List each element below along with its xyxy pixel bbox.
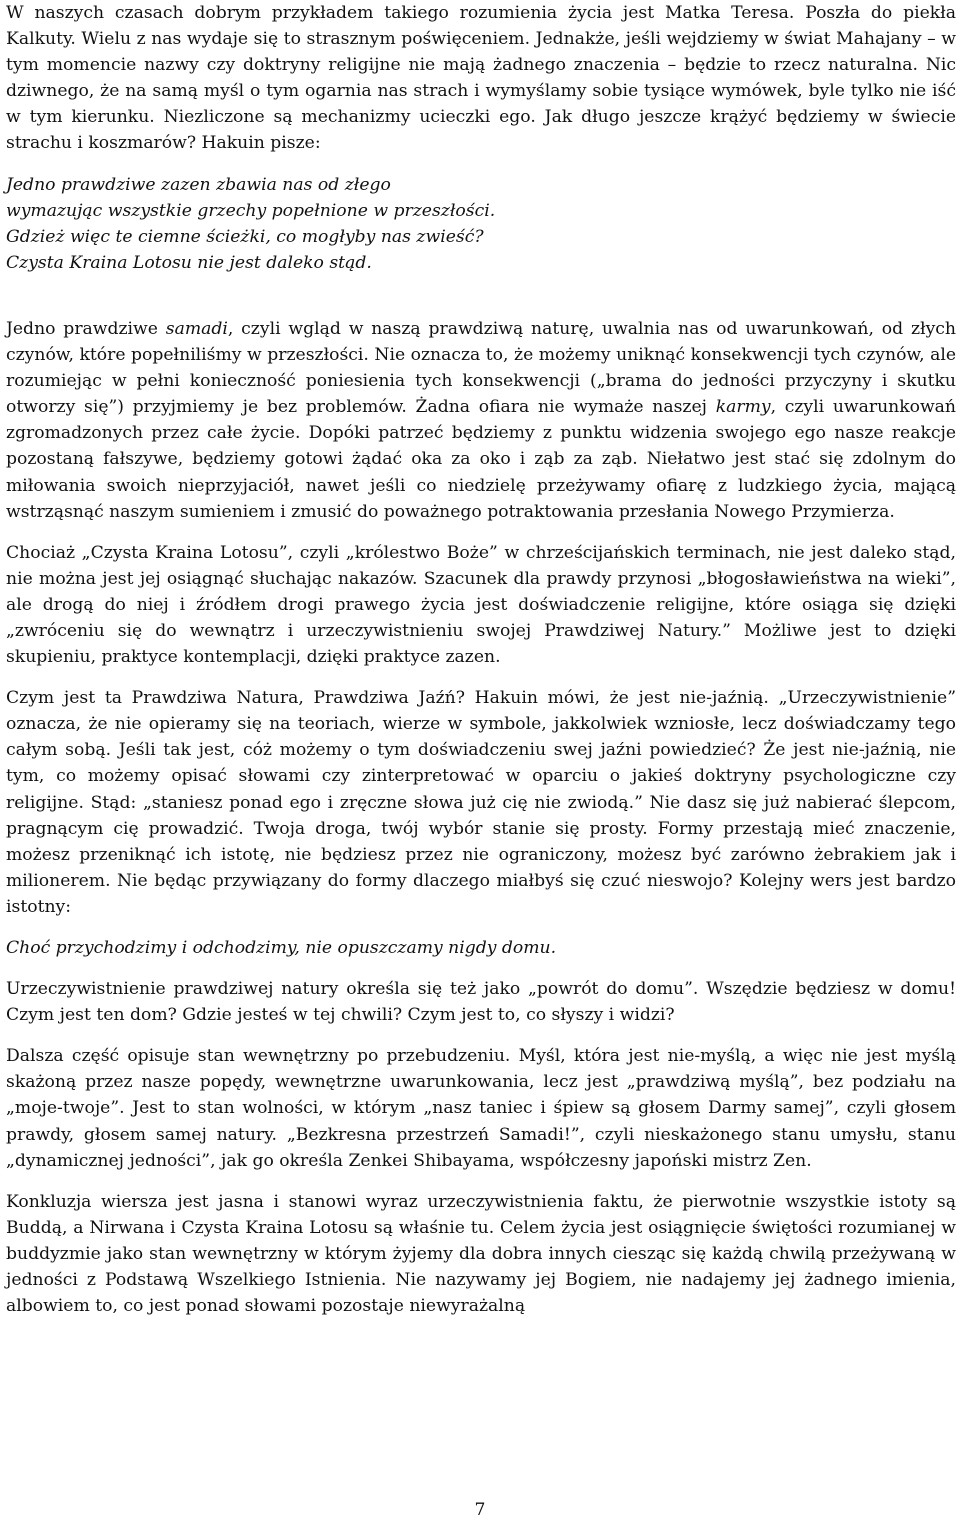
paragraph-true-nature: Czym jest ta Prawdziwa Natura, Prawdziwa Jaźń? Hakuin mówi, że jest nie-jaźnią. „Urzeczywistnienie” oznacza, że nie opieramy się na teoriach, wierze w symbole, jakkolwiek wzniosłe, lecz doświadczamy tego całym sobą. Jeśli tak jest, cóż możemy o tym doświadczeniu swej jaźni powiedzieć? Że jest nie-jaźnią, nie tym, co możemy opisać słowami czy zinterpretować w oparciu o jakieś doktryny psychologiczne czy religijne. Stąd: „staniesz ponad ego i zręczne słowa już cię nie zwiodą.” Nie dasz się już nabierać ślepcom, pragnącym cię prowadzić. Twoja droga, twój wybór stanie się prosty. Formy przestają mieć znaczenie, możesz przeniknąć ich istotę, nie będziesz przez nie ograniczony, możesz być zarówno żebrakiem jak i milionerem. Nie będąc przywiązany do formy dlaczego miałbyś się czuć nieswojo? Kolejny wers jest bardzo istotny:: [6, 688, 956, 917]
page-number: 7: [474, 1500, 486, 1520]
paragraph-return-home: Urzeczywistnienie prawdziwej natury określa się też jako „powrót do domu”. Wszędzie będziesz w domu! Czym jest ten dom? Gdzie jesteś w tej chwili? Czym jest to, co słyszy i widzi?: [6, 979, 956, 1026]
paragraph-pure-land: Chociaż „Czysta Kraina Lotosu”, czyli „królestwo Boże” w chrześcijańskich terminach, nie jest daleko stąd, nie można jest jej osiągnąć słuchając nakazów. Szacunek dla prawdy przynosi „błogosławieństwa na wieki”, ale drogą do niej i źródłem drogi prawego życia jest doświadczenie religijne, które osiąga się dzięki „zwróceniu się do wewnątrz i urzeczywistnieniu swojej Prawdziwej Natury.” Możliwe jest to dzięki skupieniu, praktyce kontemplacji, dzięki praktyce zazen.: [6, 542, 956, 668]
poem-line: Czysta Kraina Lotosu nie jest daleko stąd.: [6, 252, 372, 273]
paragraph-awakening: Dalsza część opisuje stan wewnętrzny po przebudzeniu. Myśl, która jest nie-myślą, a więc nie jest myślą skażoną przez nasze popędy, wewnętrzne uwarunkowania, lecz jest „prawdziwą myślą”, bez podziału na „moje-twoje”. Jest to stan wolności, w którym „nasz taniec i śpiew są głosem Darmy samej”, czyli głosem prawdy, głosem samej natury. „Bezkresna przestrzeń Samadi!”, czyli nieskażonego stanu umysłu, stanu „dynamicznej jedności”, jak go określa Zenkei Shibayama, współczesny japoński mistrz Zen.: [6, 1046, 956, 1171]
poem-line: Jedno prawdziwe zazen zbawia nas od złego: [6, 174, 391, 195]
verse-quote: Choć przychodzimy i odchodzimy, nie opuszczamy nigdy domu.: [6, 938, 557, 958]
emphasis-karmy: karmy: [715, 397, 771, 418]
poem-line: wymazując wszystkie grzechy popełnione w przeszłości.: [6, 200, 496, 221]
text-run: Jedno prawdziwe: [6, 318, 166, 339]
text-run: , czyli wgląd w naszą prawdziwą naturę, uwalnia nas od uwarunkowań, od złych czynów, które popełniliśmy w przeszłości. Nie oznacza to, że możemy uniknąć konsekwencji tych czynów, ale rozumiejąc w pełni konieczność poniesienia tych konsekwencji („brama do jedności przyczyny i skutku otworzy się”) przyjmiemy je bez problemów. Żadna ofiara nie wymaże naszej: [6, 318, 956, 418]
paragraph-intro: W naszych czasach dobrym przykładem takiego rozumienia życia jest Matka Teresa. Poszła do piekła Kalkuty. Wielu z nas wydaje się to strasznym poświęceniem. Jednakże, jeśli wejdziemy w świat Mahajany – w tym momencie nazwy czy doktryny religijne nie mają żadnego znaczenia – będzie to rzecz naturalna. Nic dziwnego, że na samą myśl o tym ogarnia nas strach i wymyślamy sobie tysiące wymówek, byle tylko nie iść w tym kierunku. Niezliczone są mechanizmy ucieczki ego. Jak długo jeszcze krążyć będziemy w świecie strachu i koszmarów? Hakuin pisze:: [6, 3, 956, 154]
paragraph-samadi: [6, 316, 956, 525]
paragraph-conclusion: Konkluzja wiersza jest jasna i stanowi wyraz urzeczywistnienia faktu, że pierwotnie wszystkie istoty są Buddą, a Nirwana i Czysta Kraina Lotosu są właśnie tu. Celem życia jest osiągnięcie świętości rozumianej w buddyzmie jako stan wewnętrzny w którym żyjemy dla dobra innych ciesząc się każdą chwilą przeżywaną w jedności z Podstawą Wszelkiego Istnienia. Nie nazywamy jej Bogiem, nie nadajemy jej żadnego imienia, albowiem to, co jest ponad słowami pozostaje niewyrażalną: [6, 1191, 956, 1317]
emphasis-samadi: samadi: [165, 318, 228, 339]
text-run: , czyli uwarunkowań zgromadzonych przez całe życie. Dopóki patrzeć będziemy z punktu widzenia swojego ego nasze reakcje pozostaną fałszywe, będziemy gotowi żądać oka za oko i ząb za ząb. Niełatwo jest stać się zdolnym do miłowania swoich nieprzyjaciół, nawet jeśli co niedzielę przeżywamy ofiarę z ludzkiego życia, mającą wstrząsnąć naszym sumieniem i zmusić do poważnego potraktowania przesłania Nowego Przymierza.: [6, 397, 957, 522]
poem-quote: [6, 172, 956, 276]
poem-line: Gdzież więc te ciemne ścieżki, co mogłyby nas zwieść?: [6, 226, 484, 247]
